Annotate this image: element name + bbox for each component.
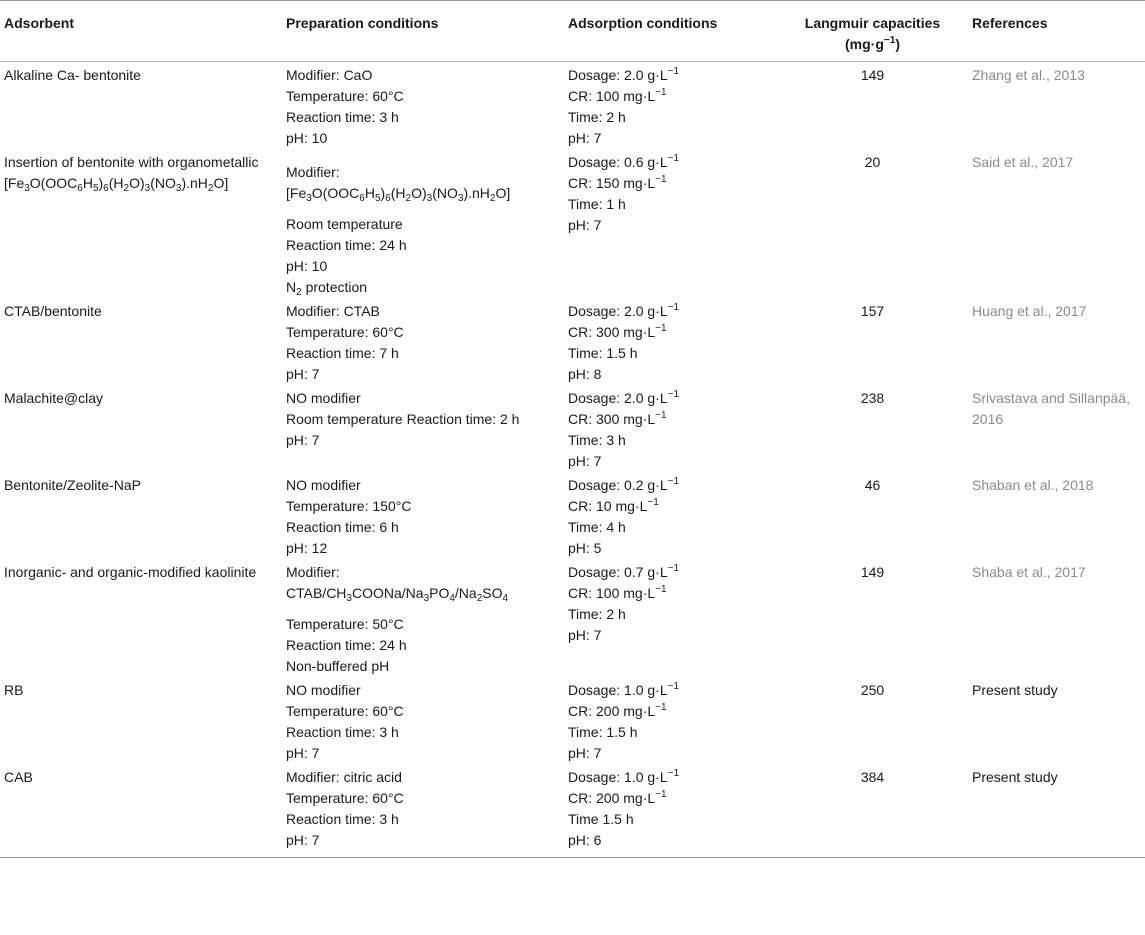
- f-sub: 6: [359, 193, 365, 204]
- f: O]: [213, 175, 229, 191]
- cell-adsorption: [564, 559, 777, 677]
- ads-dosage: [568, 680, 773, 701]
- f: ).nH: [463, 185, 490, 201]
- f-sub: 3: [306, 193, 312, 204]
- dosage-text: Dosage: 2.0 g·L: [568, 390, 668, 406]
- prep-modifier: Modifier:: [286, 564, 340, 580]
- ads-cr: [568, 701, 773, 722]
- cell-preparation: [282, 149, 564, 298]
- f: [Fe: [4, 175, 25, 191]
- f: (NO: [432, 185, 458, 201]
- ads-dosage: [568, 152, 773, 173]
- f: CTAB/CH: [286, 585, 347, 601]
- ads-ph: pH: 7: [568, 130, 602, 146]
- cell-capacity: 149: [860, 67, 885, 83]
- f: H: [364, 185, 375, 201]
- prep-line: pH: 7: [286, 366, 320, 382]
- f: N: [286, 279, 297, 295]
- table-row: [0, 298, 1145, 385]
- prep-line: Non-buffered pH: [286, 658, 390, 674]
- cell-reference-link[interactable]: Said et al., 2017: [972, 154, 1074, 170]
- cell-preparation: [282, 385, 564, 472]
- prep-line: Modifier: citric acid: [286, 769, 402, 785]
- dosage-exp: −1: [667, 153, 680, 164]
- prep-line: pH: 12: [286, 540, 328, 556]
- adsorbent-text: Insertion of bentonite with organometallic: [4, 154, 259, 170]
- cell-capacity: 149: [860, 564, 885, 580]
- prep-line: Reaction time: 3 h: [286, 724, 399, 740]
- header-references: References: [968, 1, 1145, 62]
- cr-exp: −1: [655, 410, 667, 421]
- prep-line: Temperature: 60°C: [286, 324, 404, 340]
- f: (H: [108, 175, 124, 191]
- prep-line: Modifier: CTAB: [286, 303, 380, 319]
- prep-line: Reaction time: 3 h: [286, 109, 399, 125]
- prep-line: Reaction time: 6 h: [286, 519, 399, 535]
- cell-capacity: 384: [777, 764, 968, 858]
- cell-adsorbent: RB: [4, 682, 24, 698]
- f: O(OOC: [311, 185, 360, 201]
- f-sub: 3: [457, 193, 464, 204]
- cell-adsorbent: CAB: [0, 764, 282, 858]
- cell-adsorption: [564, 472, 777, 559]
- f: protection: [301, 279, 368, 295]
- prep-line: NO modifier: [286, 390, 361, 406]
- f-sub: 6: [385, 193, 391, 204]
- f: O): [129, 175, 145, 191]
- dosage-text: Dosage: 2.0 g·L: [568, 67, 668, 83]
- cell-reference-link[interactable]: Huang et al., 2017: [972, 303, 1087, 319]
- cell-adsorbent: CTAB/bentonite: [4, 303, 102, 319]
- cell-reference-link[interactable]: Zhang et al., 2013: [972, 67, 1085, 83]
- ads-ph: pH: 7: [568, 453, 602, 469]
- cell-capacity: 157: [860, 303, 885, 319]
- cr-text: CR: 300 mg·L: [568, 324, 656, 340]
- ads-dosage: [568, 562, 773, 583]
- cell-preparation: [282, 62, 564, 150]
- cell-reference: Present study: [968, 764, 1145, 858]
- f-sub: 4: [502, 593, 509, 604]
- table-row: [0, 149, 1145, 298]
- f-sub: 2: [405, 193, 412, 204]
- cell-reference: Present study: [972, 682, 1058, 698]
- prep-line: pH: 10: [286, 258, 328, 274]
- cr-text: CR: 100 mg·L: [568, 88, 656, 104]
- ads-ph: pH: 7: [568, 217, 602, 233]
- prep-formula: [286, 183, 560, 204]
- f-sub: 3: [423, 593, 430, 604]
- table-row: [0, 472, 1145, 559]
- ads-ph: pH: 6: [568, 832, 602, 848]
- cr-exp: −1: [647, 497, 659, 508]
- ads-cr: [568, 788, 773, 809]
- cr-text: CR: 10 mg·L: [568, 498, 648, 514]
- header-adsorbent: Adsorbent: [0, 1, 282, 62]
- cr-text: CR: 150 mg·L: [568, 175, 656, 191]
- cr-exp: −1: [655, 174, 667, 185]
- prep-line: NO modifier: [286, 477, 361, 493]
- spacer: [286, 604, 560, 614]
- f: O(OOC: [29, 175, 78, 191]
- f: /Na: [454, 585, 477, 601]
- ads-time: Time: 4 h: [568, 519, 626, 535]
- cell-adsorption: [564, 149, 777, 298]
- table-row: [0, 385, 1145, 472]
- ads-ph: pH: 7: [568, 627, 602, 643]
- cell-preparation: [282, 764, 564, 858]
- f: PO: [429, 585, 450, 601]
- prep-line: Reaction time: 24 h: [286, 237, 407, 253]
- prep-line: Room temperature: [286, 216, 403, 232]
- cell-capacity: 46: [864, 477, 881, 493]
- f-sub: 2: [123, 183, 130, 194]
- ads-time: Time 1.5 h: [568, 811, 634, 827]
- dosage-exp: −1: [667, 302, 680, 313]
- cr-text: CR: 200 mg·L: [568, 790, 656, 806]
- prep-line: Temperature: 60°C: [286, 703, 404, 719]
- prep-line: pH: 10: [286, 130, 328, 146]
- table-header: [0, 1, 1145, 62]
- ads-cr: [568, 173, 773, 194]
- cell-adsorbent: [0, 149, 282, 298]
- cr-text: CR: 200 mg·L: [568, 703, 656, 719]
- unit-close: ): [895, 36, 900, 52]
- f-sub: 2: [476, 593, 483, 604]
- f: O]: [495, 185, 511, 201]
- f-sub: 6: [77, 183, 83, 194]
- header-adsorption: Adsorption conditions: [564, 1, 777, 62]
- ads-dosage: [568, 767, 773, 788]
- dosage-text: Dosage: 2.0 g·L: [568, 303, 668, 319]
- prep-line: pH: 7: [286, 832, 320, 848]
- cr-exp: −1: [655, 789, 667, 800]
- prep-n2: [286, 277, 560, 298]
- f-sub: 3: [175, 183, 182, 194]
- cr-text: CR: 300 mg·L: [568, 411, 656, 427]
- prep-line: pH: 7: [286, 432, 320, 448]
- spacer: [286, 204, 560, 214]
- f-sub: 2: [489, 193, 496, 204]
- f: (NO: [150, 175, 176, 191]
- f: ): [98, 175, 104, 191]
- prep-line: Temperature: 50°C: [286, 616, 404, 632]
- f: ): [380, 185, 386, 201]
- ads-ph: pH: 8: [568, 366, 602, 382]
- header-langmuir-title: Langmuir capacities: [804, 15, 941, 31]
- dosage-exp: −1: [667, 563, 680, 574]
- dosage-exp: −1: [667, 66, 680, 77]
- dosage-text: Dosage: 0.7 g·L: [568, 564, 668, 580]
- cell-capacity: 238: [860, 390, 885, 406]
- cell-adsorption: [564, 764, 777, 858]
- ads-ph: pH: 5: [568, 540, 602, 556]
- cell-capacity: 20: [864, 154, 881, 170]
- cell-adsorption: [564, 298, 777, 385]
- ads-time: Time: 1.5 h: [568, 724, 638, 740]
- table-row: [0, 677, 1145, 764]
- cell-adsorption: [564, 62, 777, 150]
- f-sub: 5: [92, 183, 99, 194]
- f-sub: 3: [426, 193, 433, 204]
- spacer: [286, 152, 560, 162]
- table-row: [0, 62, 1145, 150]
- dosage-exp: −1: [667, 768, 680, 779]
- cell-reference-link[interactable]: Shaba et al., 2017: [972, 564, 1086, 580]
- f-sub: 3: [346, 593, 352, 604]
- ads-dosage: [568, 301, 773, 322]
- cell-adsorption: [564, 385, 777, 472]
- prep-line: Temperature: 60°C: [286, 790, 404, 806]
- ads-dosage: [568, 388, 773, 409]
- f: H: [82, 175, 93, 191]
- cell-adsorption: [564, 677, 777, 764]
- prep-line: Temperature: 60°C: [286, 88, 404, 104]
- dosage-text: Dosage: 0.2 g·L: [568, 477, 668, 493]
- cell-reference-link[interactable]: Srivastava and Sillanpää, 2016: [972, 390, 1130, 427]
- ads-cr: [568, 322, 773, 343]
- f-sub: 3: [24, 183, 30, 194]
- ads-dosage: [568, 475, 773, 496]
- f-sub: 4: [449, 593, 455, 604]
- unit-exponent: −1: [883, 35, 896, 46]
- cr-exp: −1: [655, 323, 667, 334]
- ads-cr: [568, 86, 773, 107]
- ads-time: Time: 3 h: [568, 432, 626, 448]
- header-langmuir: [777, 1, 968, 62]
- table-row: [0, 764, 1145, 858]
- ads-time: Time: 1 h: [568, 196, 626, 212]
- dosage-exp: −1: [667, 476, 680, 487]
- ads-cr: [568, 496, 773, 517]
- cell-adsorbent: Malachite@clay: [4, 390, 104, 406]
- header-row: [0, 1, 1145, 62]
- prep-line: Modifier: CaO: [286, 67, 373, 83]
- prep-modifier: Modifier:: [286, 164, 340, 180]
- cell-preparation: [282, 472, 564, 559]
- prep-line: pH: 7: [286, 745, 320, 761]
- f: SO: [482, 585, 503, 601]
- ads-dosage: [568, 65, 773, 86]
- prep-line: Reaction time: 24 h: [286, 637, 407, 653]
- header-langmuir-unit: [781, 34, 964, 55]
- prep-line: Temperature: 150°C: [286, 498, 412, 514]
- cr-exp: −1: [655, 584, 667, 595]
- f: COONa/Na: [351, 585, 424, 601]
- adsorbent-formula: [4, 173, 278, 194]
- prep-line: Reaction time: 7 h: [286, 345, 399, 361]
- ads-ph: pH: 7: [568, 745, 602, 761]
- cell-adsorbent: Alkaline Ca- bentonite: [4, 67, 141, 83]
- cell-preparation: [282, 559, 564, 677]
- f: ).nH: [181, 175, 208, 191]
- ads-cr: [568, 583, 773, 604]
- cr-exp: −1: [655, 87, 667, 98]
- prep-line: NO modifier: [286, 682, 361, 698]
- cell-adsorbent: Inorganic- and organic-modified kaolinite: [4, 564, 257, 580]
- cell-preparation: [282, 298, 564, 385]
- f: [Fe: [286, 185, 307, 201]
- f-sub: 6: [103, 183, 109, 194]
- dosage-exp: −1: [667, 389, 680, 400]
- cr-exp: −1: [655, 702, 667, 713]
- dosage-exp: −1: [667, 681, 680, 692]
- cell-capacity: 250: [860, 682, 885, 698]
- ads-cr: [568, 409, 773, 430]
- cr-text: CR: 100 mg·L: [568, 585, 656, 601]
- f-sub: 2: [296, 287, 302, 298]
- f: O): [411, 185, 427, 201]
- dosage-text: Dosage: 0.6 g·L: [568, 154, 668, 170]
- prep-line: Reaction time: 3 h: [286, 811, 399, 827]
- cell-preparation: [282, 677, 564, 764]
- table-body: [0, 62, 1145, 858]
- f: (H: [390, 185, 406, 201]
- cell-reference-link[interactable]: Shaban et al., 2018: [972, 477, 1094, 493]
- cell-adsorbent: Bentonite/Zeolite-NaP: [4, 477, 141, 493]
- f-sub: 2: [207, 183, 214, 194]
- prep-line: Room temperature Reaction time: 2 h: [286, 411, 520, 427]
- header-preparation: Preparation conditions: [282, 1, 564, 62]
- f-sub: 3: [144, 183, 151, 194]
- ads-time: Time: 2 h: [568, 606, 626, 622]
- f-sub: 5: [374, 193, 381, 204]
- table-row: [0, 559, 1145, 677]
- unit-text: (mg·g: [845, 36, 884, 52]
- dosage-text: Dosage: 1.0 g·L: [568, 682, 668, 698]
- ads-time: Time: 2 h: [568, 109, 626, 125]
- prep-formula: [286, 583, 560, 604]
- ads-time: Time: 1.5 h: [568, 345, 638, 361]
- dosage-text: Dosage: 1.0 g·L: [568, 769, 668, 785]
